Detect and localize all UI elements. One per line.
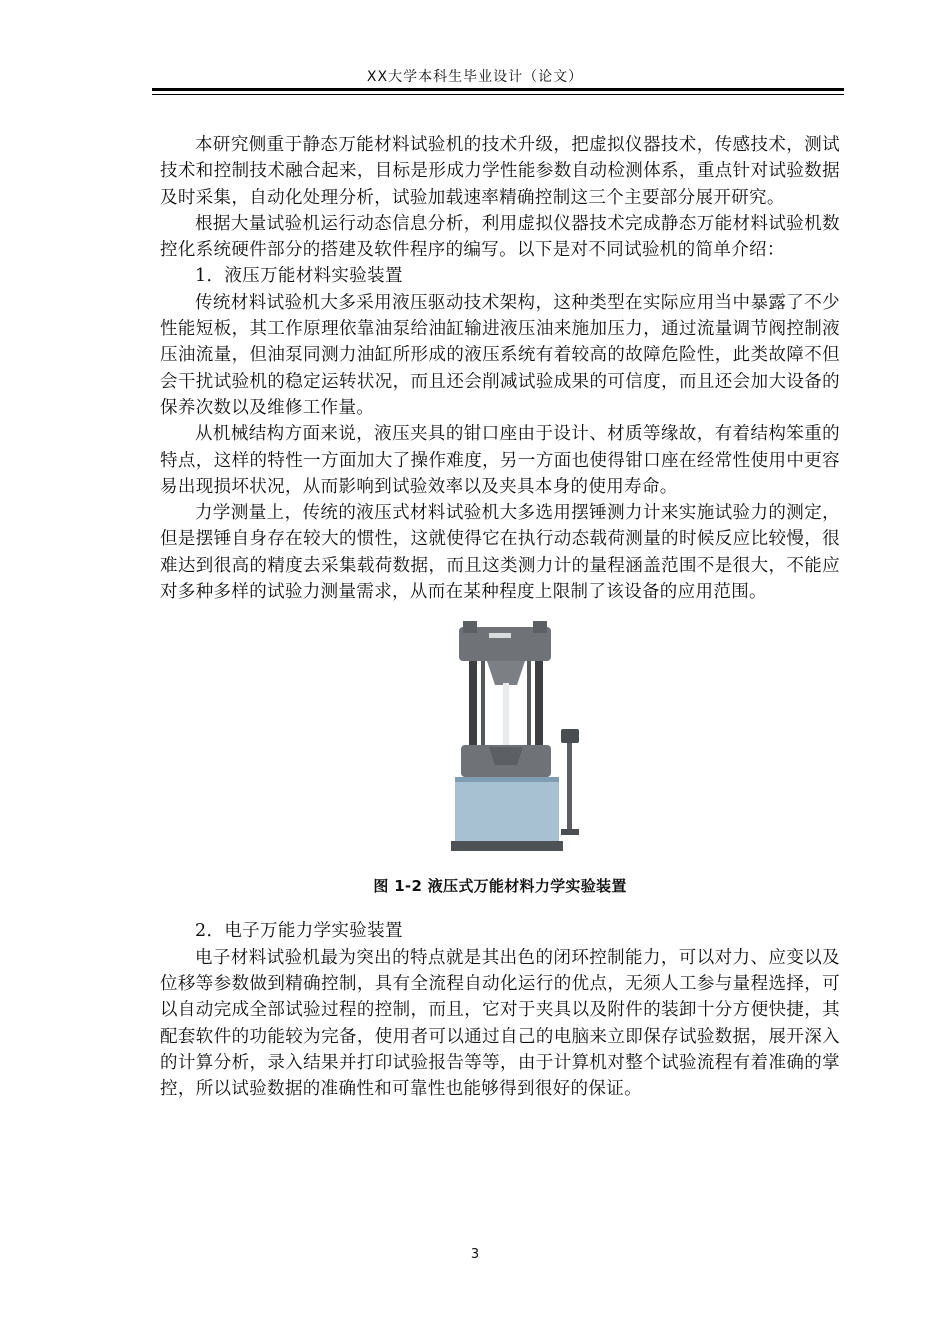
header-title: XX大学本科生毕业设计（论文）: [366, 69, 584, 85]
figure-caption: 图 1-2 液压式万能材料力学实验装置: [373, 877, 627, 896]
paragraph-hydraulic-structure: 从机械结构方面来说，液压夹具的钳口座由于设计、材质等缘故，有着结构笨重的特点，这样的特性一方面加大了操作难度，另一方面也使得钳口座在经常性使用中更容易出现损坏状况，从而影响到试验效率以及夹具本身的使用寿命。: [160, 424, 840, 497]
paragraph-intro: 本研究侧重于静态万能材料试验机的技术升级，把虚拟仪器技术，传感技术，测试技术和控制技术融合起来，目标是形成力学性能参数自动检测体系，重点针对试验数据及时采集，自动化处理分析，试验加载速率精确控制这三个主要部分展开研究。: [160, 135, 840, 208]
paragraph-electronic: 电子材料试验机最为突出的特点就是其出色的闭环控制能力，可以对力、应变以及位移等参数做到精确控制，具有全流程自动化运行的优点，无须人工参与量程选择，可以自动完成全部试验过程的控制，而且，它对于夹具以及附件的装卸十分方便快捷，其配套软件的功能较为完备，使用者可以通过自己的电脑来立即保存试验数据，展开深入的计算分析，录入结果并打印试验报告等等，由于计算机对整个试验流程有着准确的掌控，所以试验数据的准确性和可靠性也能够得到很好的保证。: [160, 947, 840, 1100]
testing-machine-image: [451, 617, 581, 855]
section-heading-hydraulic: 1．液压万能材料实验装置: [195, 266, 403, 287]
figure-testing-machine: [160, 613, 840, 863]
paragraph-overview: 根据大量试验机运行动态信息分析，利用虚拟仪器技术完成静态万能材料试验机数控化系统硬件部分的搭建及软件程序的编写。以下是对不同试验机的简单介绍：: [160, 213, 840, 261]
header-rule-thick: [152, 88, 844, 91]
page-body: [160, 132, 840, 1102]
paragraph-hydraulic-principle: 传统材料试验机大多采用液压驱动技术架构，这种类型在实际应用当中暴露了不少性能短板，其工作原理依靠油泵给油缸输进液压油来施加压力，通过流量调节阀控制液压油流量，但油泵同测力油缸所形成的液压系统有着较高的故障危险性，此类故障不但会干扰试验机的稳定运转状况，而且还会削减试验成果的可信度，而且还会加大设备的保养次数以及维修工作量。: [160, 292, 840, 418]
page-number: 3: [470, 1247, 480, 1262]
header-rule-thin: [152, 94, 844, 95]
section-heading-electronic: 2．电子万能力学实验装置: [195, 921, 403, 942]
paragraph-hydraulic-measurement: 力学测量上，传统的液压式材料试验机大多选用摆锤测力计来实施试验力的测定，但是摆锤自身存在较大的惯性，这就使得它在执行动态载荷测量的时候反应比较慢，很难达到很高的精度去采集载荷数据，而且这类测力计的量程涵盖范围不是很大，不能应对多种多样的试验力测量需求，从而在某种程度上限制了该设备的应用范围。: [160, 503, 840, 603]
